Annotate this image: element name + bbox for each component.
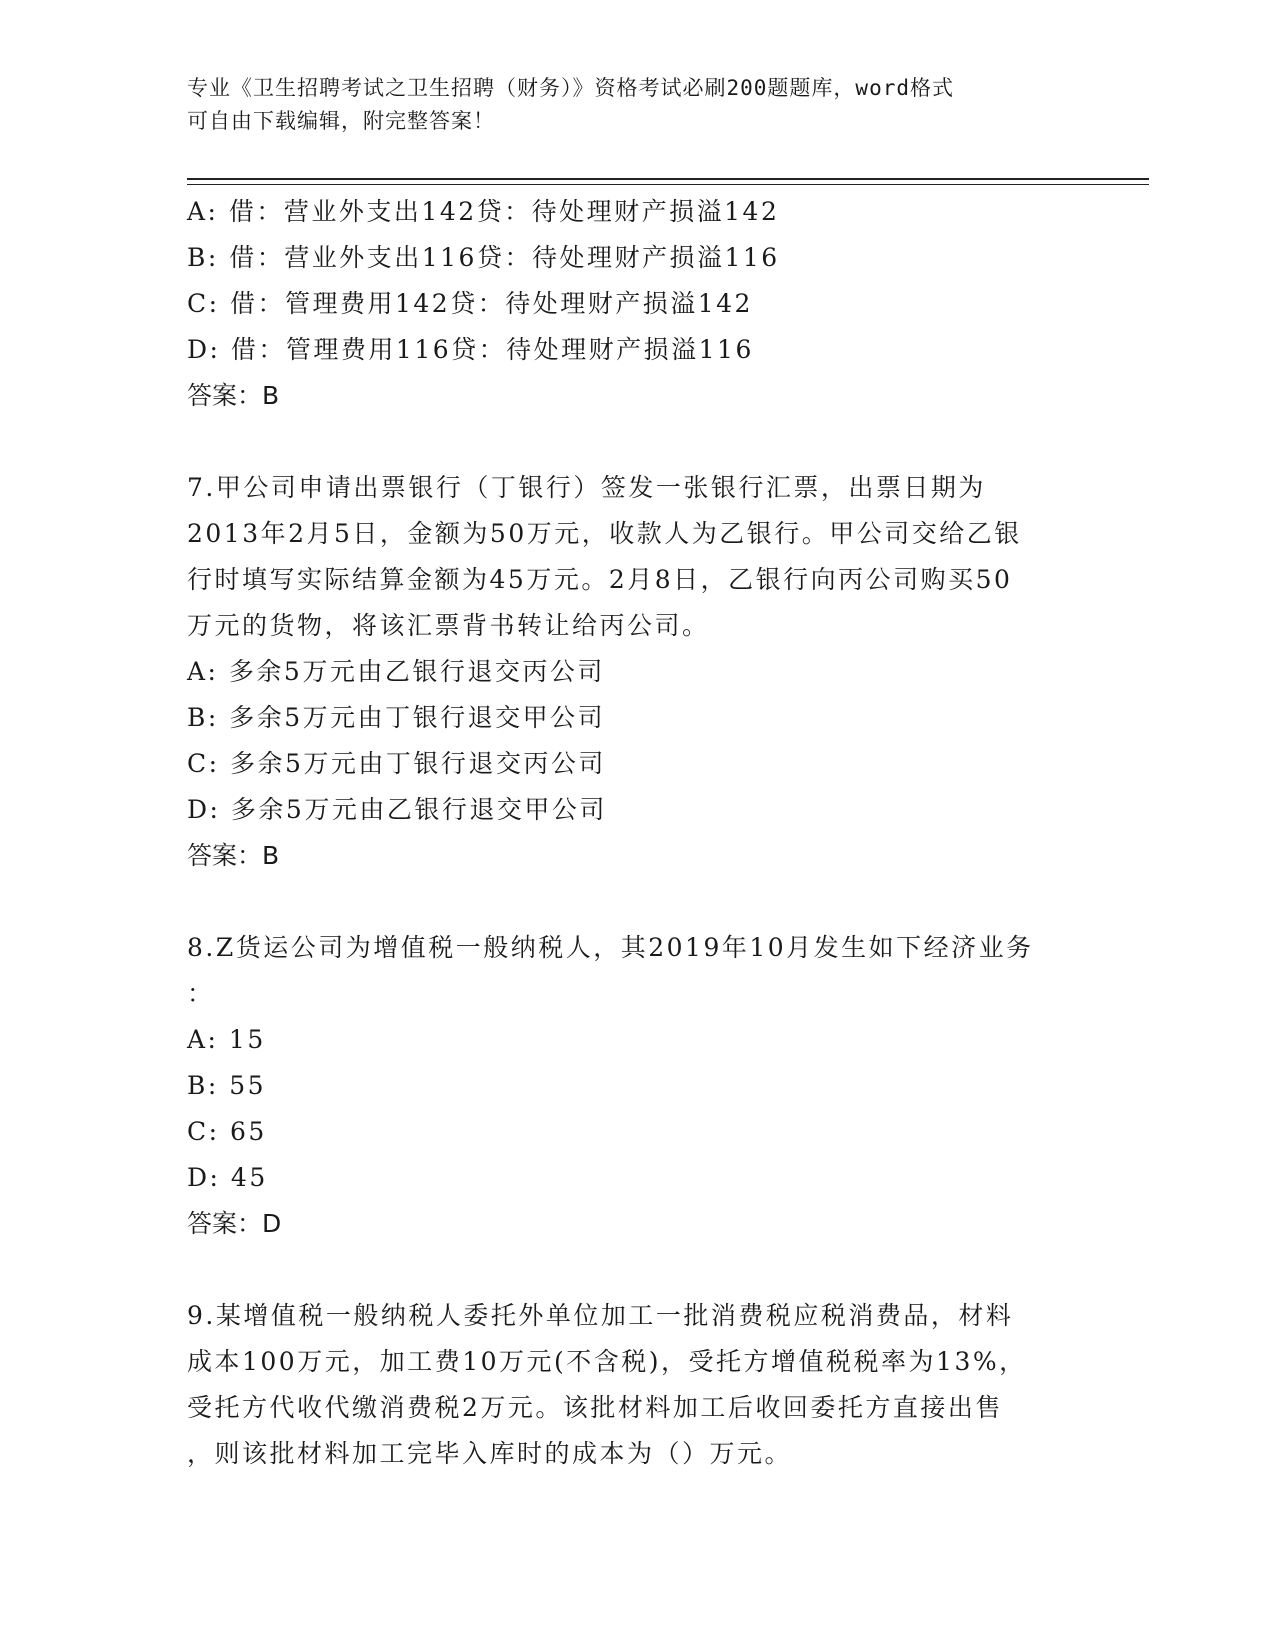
- option-b: B: 55: [187, 1071, 267, 1100]
- answer: 答案：B: [187, 841, 280, 870]
- question-9: [187, 1293, 1087, 1477]
- answer: 答案：B: [187, 381, 280, 410]
- question-text-line: 万元的货物，将该汇票背书转让给丙公司。: [187, 611, 710, 640]
- question-text-line: ，则该批材料加工完毕入库时的成本为（）万元。: [187, 1439, 793, 1468]
- header-divider-thick: [187, 178, 1149, 180]
- option-a: A: 借：营业外支出142贷：待处理财产损溢142: [187, 197, 780, 226]
- question-8: [187, 925, 1087, 1247]
- question-text-line: 2013年2月5日，金额为50万元，收款人为乙银行。甲公司交给乙银: [187, 519, 1022, 548]
- spacer: [187, 879, 1087, 925]
- option-c: C: 多余5万元由丁银行退交丙公司: [187, 749, 606, 778]
- option-d: D: 借：管理费用116贷：待处理财产损溢116: [187, 335, 754, 364]
- option-b: B: 借：营业外支出116贷：待处理财产损溢116: [187, 243, 780, 272]
- question-text-line: 9.某增值税一般纳税人委托外单位加工一批消费税应税消费品，材料: [187, 1301, 1014, 1330]
- question-text-line: 7.甲公司申请出票银行（丁银行）签发一张银行汇票，出票日期为: [187, 473, 986, 502]
- question-text-line: 受托方代收代缴消费税2万元。该批材料加工后收回委托方直接出售: [187, 1393, 1003, 1422]
- question-text-line: ：: [187, 979, 215, 1008]
- answer: 答案：D: [187, 1209, 282, 1238]
- question-text-line: 行时填写实际结算金额为45万元。2月8日，乙银行向丙公司购买50: [187, 565, 1013, 594]
- question-6: [187, 189, 1087, 419]
- header-divider-thin: [187, 184, 1149, 185]
- option-a: A: 多余5万元由乙银行退交丙公司: [187, 657, 605, 686]
- question-text-line: 8.Z货运公司为增值税一般纳税人，其2019年10月发生如下经济业务: [187, 933, 1034, 962]
- header-line-1: 专业《卫生招聘考试之卫生招聘（财务）》资格考试必刷200题题库，word格式: [187, 76, 954, 100]
- spacer: [187, 1247, 1087, 1293]
- question-text-line: 成本100万元，加工费10万元(不含税)，受托方增值税税率为13%，: [187, 1347, 1027, 1376]
- option-b: B: 多余5万元由丁银行退交甲公司: [187, 703, 606, 732]
- option-c: C: 65: [187, 1117, 267, 1146]
- option-d: D: 45: [187, 1163, 268, 1192]
- question-7: [187, 465, 1087, 879]
- document-body: [187, 189, 1087, 1477]
- document-header: [187, 72, 1087, 138]
- header-line-2: 可自由下载编辑，附完整答案！: [187, 109, 495, 133]
- spacer: [187, 419, 1087, 465]
- option-c: C: 借：管理费用142贷：待处理财产损溢142: [187, 289, 753, 318]
- option-d: D: 多余5万元由乙银行退交甲公司: [187, 795, 607, 824]
- option-a: A: 15: [187, 1025, 266, 1054]
